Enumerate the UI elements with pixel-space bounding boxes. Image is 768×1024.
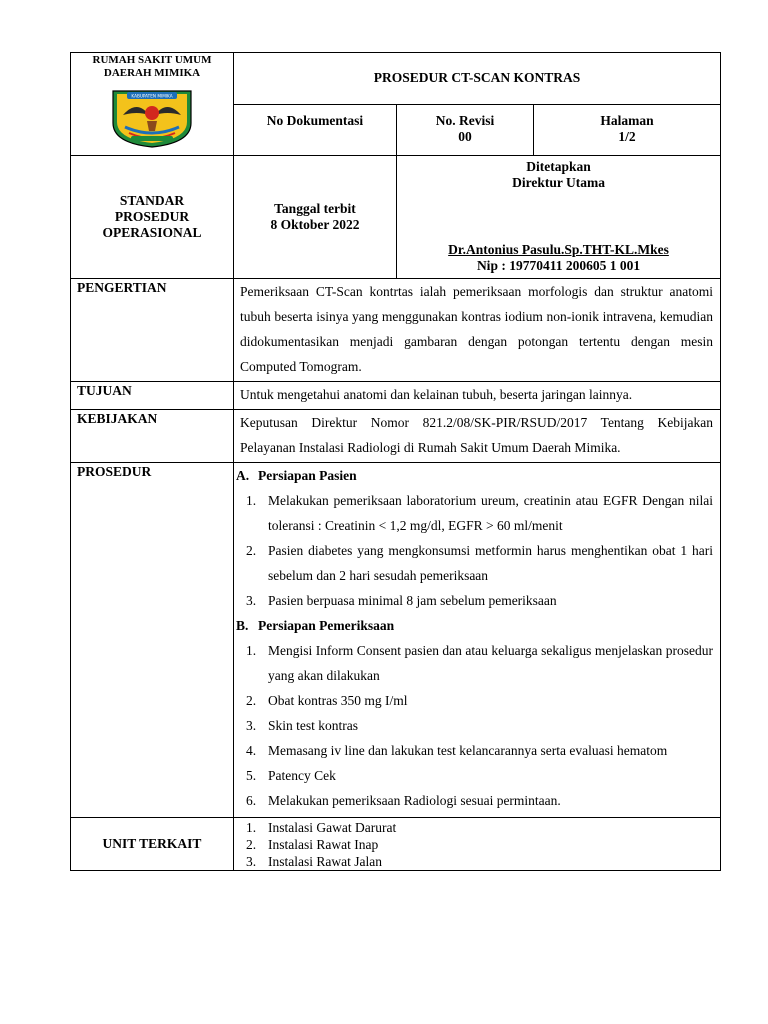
- list-item: 5. Patency Cek: [246, 768, 336, 783]
- page-value: 1/2: [618, 129, 636, 145]
- hospital-logo-icon: [109, 85, 195, 149]
- list-item: 1. Melakukan pemeriksaan laboratorium ureum, creatinin atau EGFR Dengan nilai toleransi : Creatinin < 1,2 mg/dl, EGFR > 60 ml/menit: [246, 493, 714, 533]
- approved-by: Direktur Utama: [512, 175, 605, 191]
- approved-label: Ditetapkan: [526, 159, 591, 174]
- list-item: 3. Skin test kontras: [246, 718, 358, 733]
- section-b-heading: [236, 613, 720, 638]
- section-b-list: [236, 638, 720, 813]
- prosedur-label: PROSEDUR: [71, 463, 234, 818]
- kebijakan-label: KEBIJAKAN: [71, 410, 234, 463]
- page-cell: [534, 105, 721, 156]
- director-nip: Nip : 19770411 200605 1 001: [476, 257, 641, 273]
- approval-cell: [397, 156, 721, 279]
- issue-date-cell: [234, 156, 397, 279]
- document-title: PROSEDUR CT-SCAN KONTRAS: [234, 53, 721, 105]
- pengertian-text: Pemeriksaan CT-Scan kontrtas ialah pemeriksaan morfologis dan struktur anatomi tubuh beserta isinya yang menggunakan kontras iodium non-ionik intravena, kemudian didokumentasikan menjadi gambaran dengan potongan tertentu dengan mesin Computed Tomogram.: [234, 279, 721, 382]
- section-b-title: Persiapan Pemeriksaan: [258, 618, 395, 633]
- section-a-title: Persiapan Pasien: [258, 468, 357, 483]
- tujuan-label: TUJUAN: [71, 382, 234, 410]
- pengertian-label: PENGERTIAN: [71, 279, 234, 382]
- logo-label: KABUPATEN MIMIKA: [131, 93, 173, 99]
- revision-label: No. Revisi: [435, 113, 495, 128]
- hospital-cell: [71, 53, 234, 156]
- list-item: 2. Obat kontras 350 mg I/ml: [246, 693, 408, 708]
- hospital-name: RUMAH SAKIT UMUM DAERAH MIMIKA: [92, 54, 212, 79]
- issue-label: Tanggal terbit: [274, 200, 356, 216]
- tujuan-text: Untuk mengetahui anatomi dan kelainan tubuh, beserta jaringan lainnya.: [234, 382, 721, 410]
- list-item: 2. Instalasi Rawat Inap: [246, 837, 379, 852]
- list-item: 1. Mengisi Inform Consent pasien dan atau keluarga sekaligus menjelaskan prosedur yang akan dilakukan: [246, 643, 714, 683]
- list-item: 3. Instalasi Rawat Jalan: [246, 854, 382, 869]
- section-a-heading: [236, 463, 720, 488]
- kebijakan-text: Keputusan Direktur Nomor 821.2/08/SK-PIR/RSUD/2017 Tentang Kebijakan Pelayanan Instalasi Radiologi di Rumah Sakit Umum Daerah Mimika.: [234, 410, 721, 463]
- list-item: 1. Instalasi Gawat Darurat: [246, 820, 397, 835]
- sop-table: [70, 52, 721, 871]
- list-item: 3. Pasien berpuasa minimal 8 jam sebelum pemeriksaan: [246, 593, 557, 608]
- director-name: Dr.Antonius Pasulu.Sp.THT-KL.Mkes: [448, 241, 669, 257]
- list-item: 4. Memasang iv line dan lakukan test kelancarannya serta evaluasi hematom: [246, 743, 668, 758]
- list-item: 2. Pasien diabetes yang mengkonsumsi metformin harus menghentikan obat 1 hari sebelum dan 2 hari sesudah pemeriksaan: [246, 543, 714, 583]
- unit-terkait-content: [234, 818, 721, 871]
- prosedur-content: [234, 463, 721, 818]
- section-a-letter: A.: [236, 468, 250, 483]
- sop-title-cell: STANDAR PROSEDUR OPERASIONAL: [71, 156, 234, 279]
- revision-value: 00: [458, 129, 472, 145]
- issue-date: 8 Oktober 2022: [270, 217, 360, 232]
- list-item: 6. Melakukan pemeriksaan Radiologi sesuai permintaan.: [246, 793, 561, 808]
- section-b-letter: B.: [236, 618, 249, 633]
- revision-cell: [397, 105, 534, 156]
- doc-number-label: No Dokumentasi: [234, 105, 397, 156]
- section-a-list: [236, 488, 720, 613]
- unit-terkait-label: UNIT TERKAIT: [71, 818, 234, 871]
- unit-list: [236, 819, 720, 870]
- page-label: Halaman: [600, 113, 654, 128]
